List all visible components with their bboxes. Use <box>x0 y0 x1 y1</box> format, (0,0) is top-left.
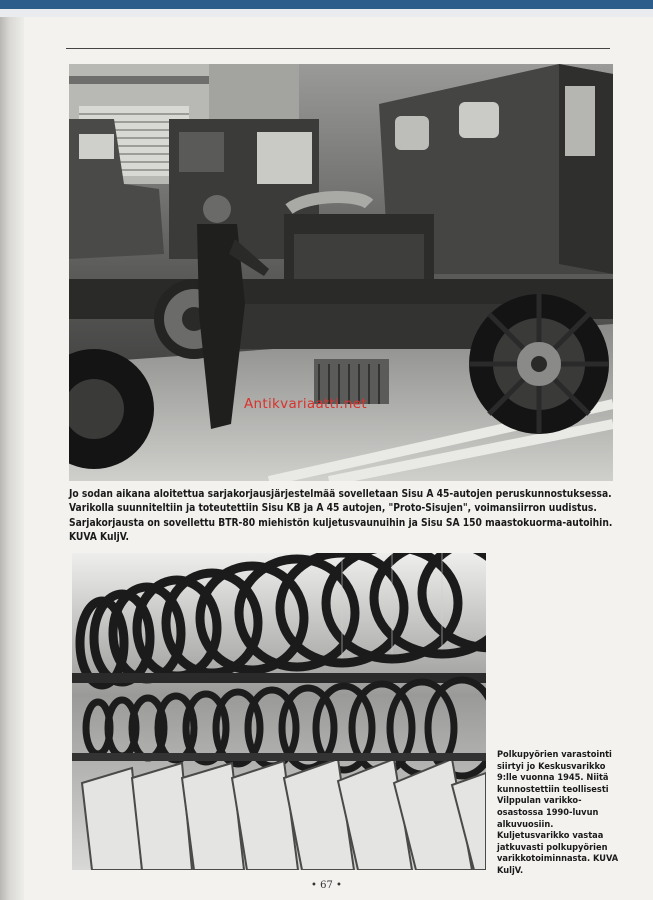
bottom-photo-caption: Polkupyörien varastointi siirtyi jo Keskusvarikko 9:lle vuonna 1945. Niitä kunnostettiin teollisesti Vilppulan varikko-osastossa 1990-luvun alkuvuosiin. Kuljetusvarikko vastaa jatkuvasti polkupyörien varikkotoiminnasta. KUVA KuljV. <box>497 749 619 876</box>
bicycle-storage-illustration <box>72 553 486 870</box>
truck-workshop-photo <box>69 64 613 481</box>
bicycle-storage-photo <box>72 553 486 870</box>
truck-workshop-illustration <box>69 64 613 481</box>
page-number: • 67 • <box>311 880 342 891</box>
top-photo-caption: Jo sodan aikana aloitettua sarjakorjausjärjestelmää sovelletaan Sisu A 45-autojen peruskunnostuksessa. Varikolla suunniteltiin ja toteutettiin Sisu KB ja A 45 autojen, "Proto-Sisujen", voimansiirron uudistus. Sarjakorjausta on sovellettu BTR-80 miehistön kuljetusvaunuihin ja Sisu SA 150 maastokuorma-autoihin. KUVA KuljV. <box>69 489 613 544</box>
page-binding-edge <box>0 17 24 900</box>
header-rule <box>66 48 610 49</box>
top-color-band <box>0 0 653 9</box>
top-light-band <box>0 9 653 17</box>
watermark-text: Antikvariaatti.net <box>244 396 367 412</box>
